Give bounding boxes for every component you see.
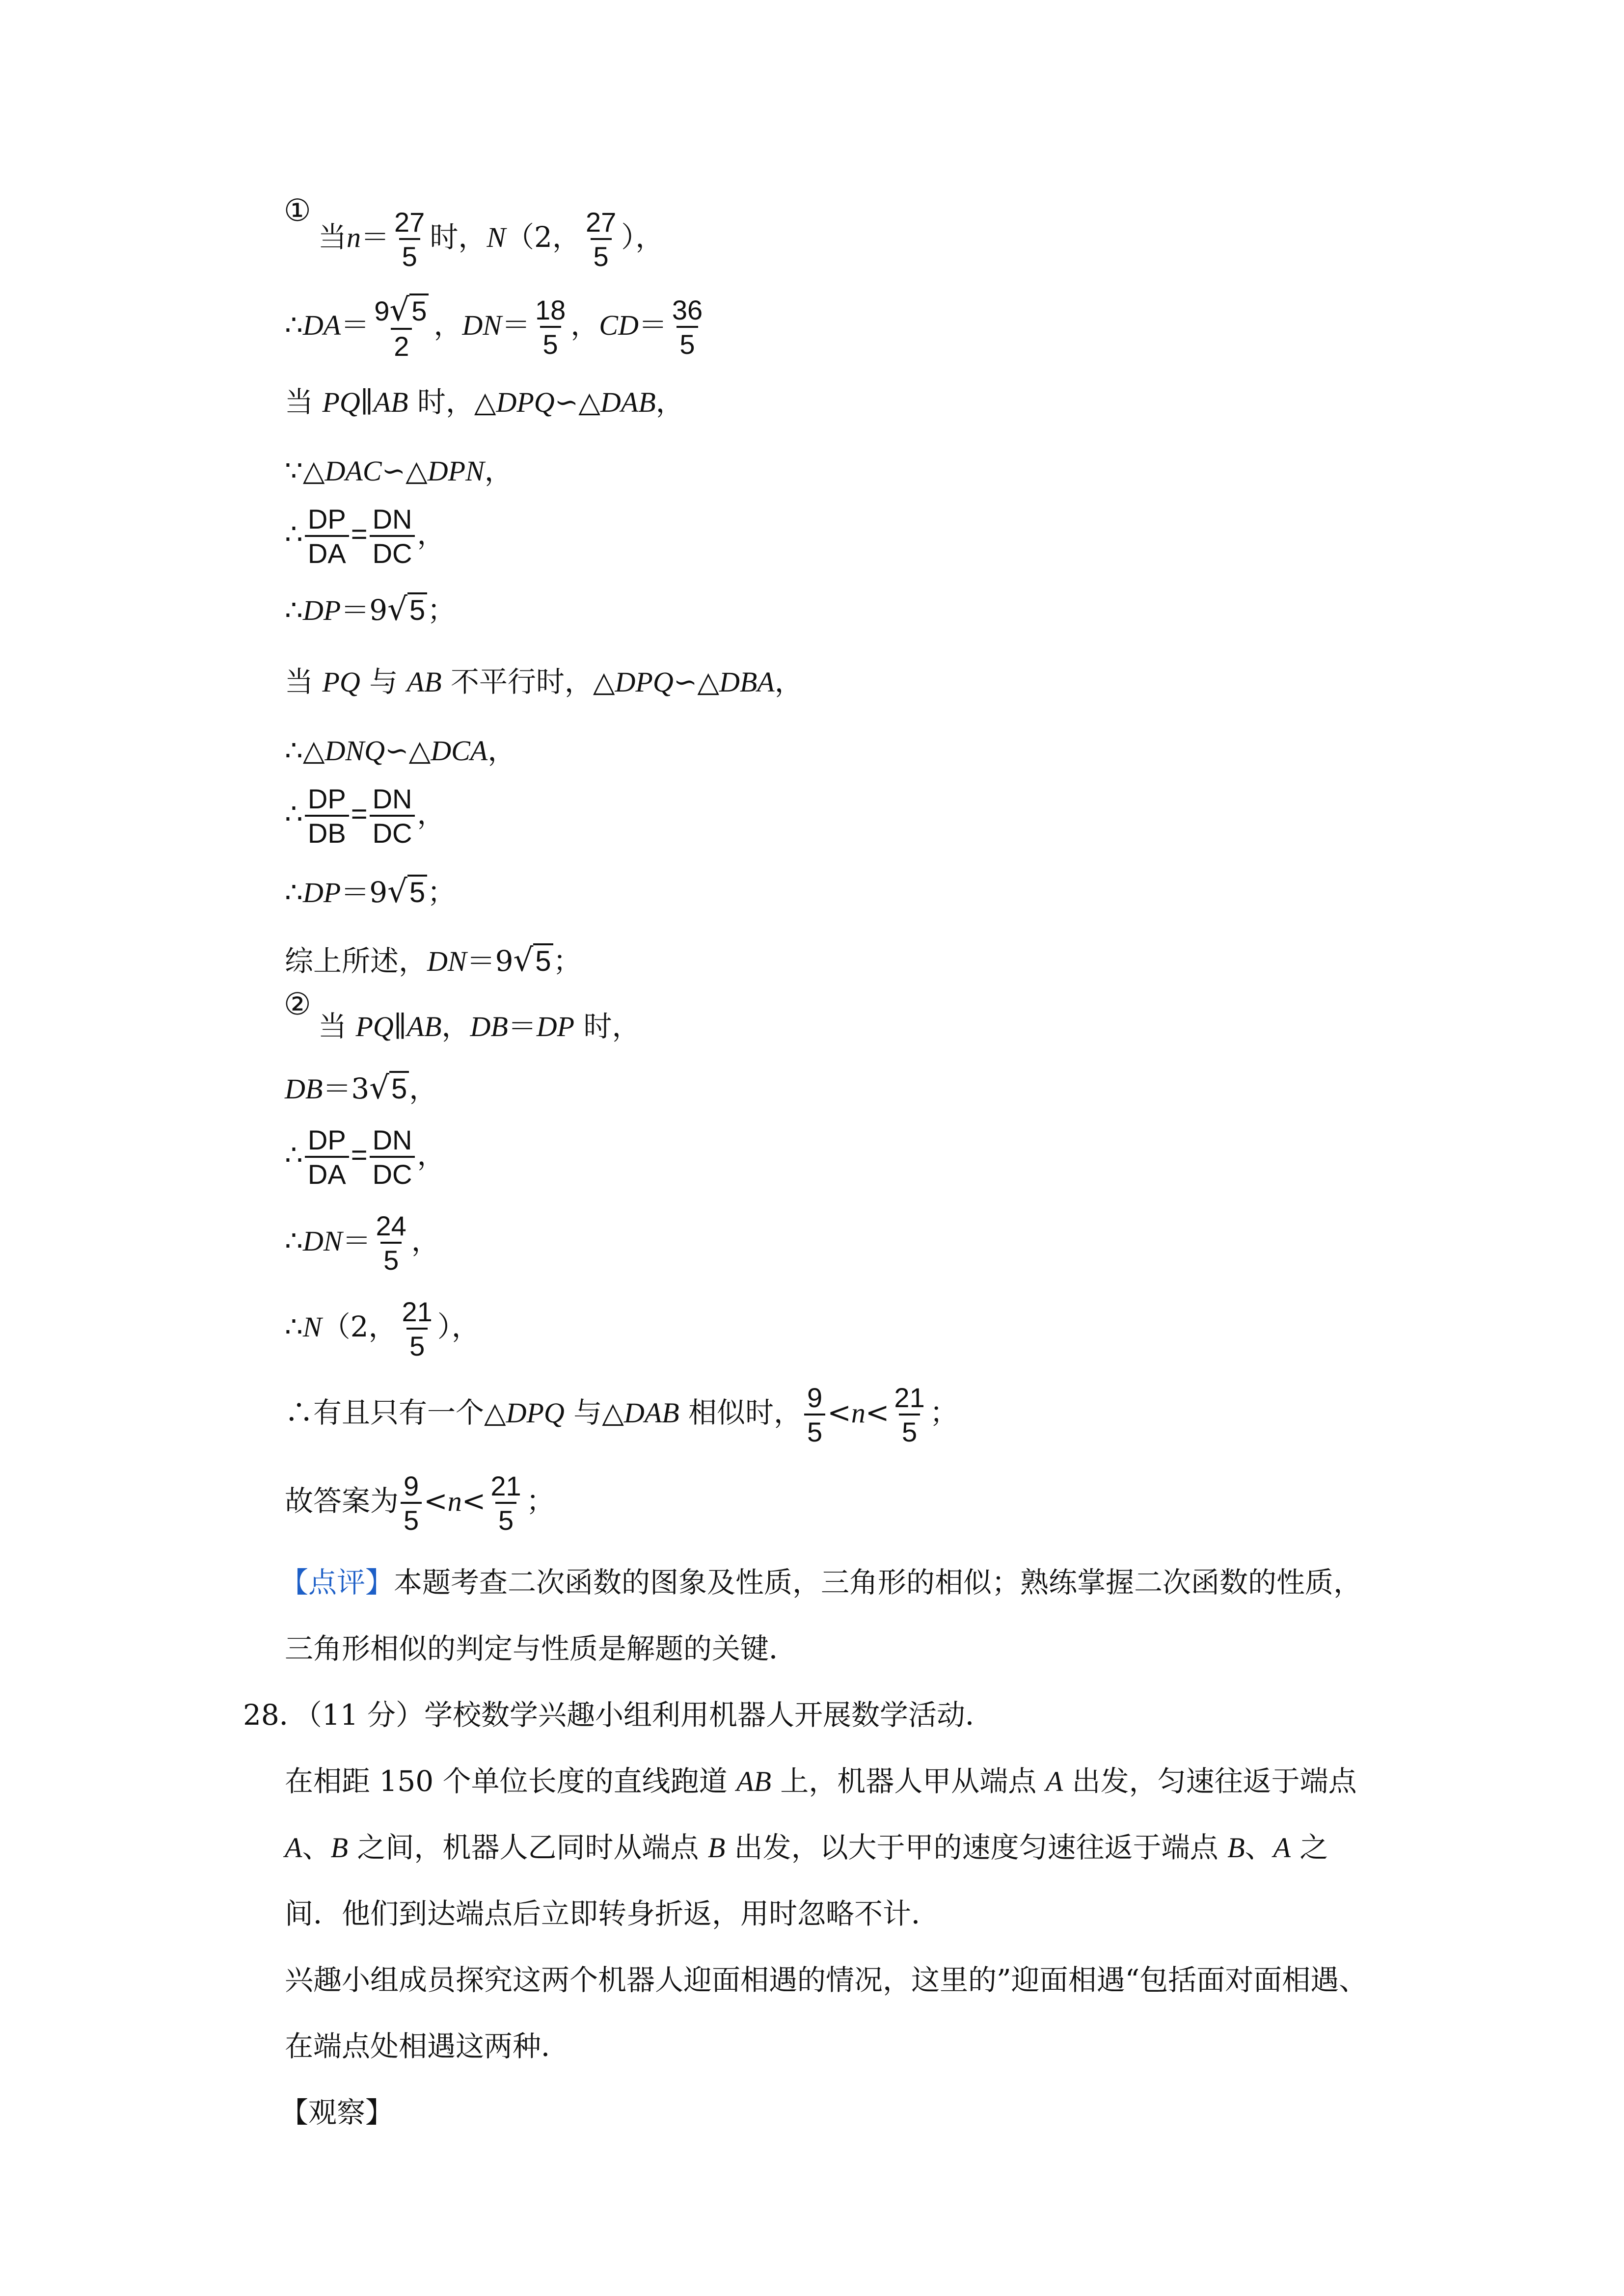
text: ， <box>484 454 513 487</box>
text: ， <box>487 734 516 767</box>
denominator: DC <box>370 1156 415 1188</box>
q28-para-2 <box>285 1833 1328 1862</box>
var: DAB <box>623 1397 679 1429</box>
parallel-symbol: ∥ <box>360 385 374 419</box>
var: DPQ <box>506 1397 565 1429</box>
denominator: 5 <box>591 238 612 270</box>
circled-marker-2: ② <box>284 986 311 1022</box>
var: DBA <box>719 666 775 698</box>
text: ）， <box>437 1310 480 1344</box>
fraction <box>391 209 428 270</box>
text: 时， <box>574 1010 641 1043</box>
text: 当 <box>318 220 347 254</box>
numerator <box>371 294 432 328</box>
fraction <box>305 785 349 847</box>
var: DCA <box>431 735 488 767</box>
text: = <box>351 1139 368 1172</box>
text: 本题考查二次函数的图象及性质，三角形的相似；熟练掌握二次函数的性质， <box>394 1566 1362 1599</box>
fraction <box>373 1212 409 1274</box>
text: ∵△ <box>285 454 325 487</box>
text: ）， <box>621 220 664 254</box>
var: AB <box>406 1011 442 1042</box>
denominator: DB <box>305 815 349 847</box>
text: （2， <box>322 1310 397 1344</box>
fraction <box>891 1384 927 1446</box>
line-17 <box>285 1384 958 1446</box>
radicand: 5 <box>407 592 427 626</box>
line-14 <box>285 1126 445 1188</box>
denominator: 5 <box>399 238 420 270</box>
numerator: 21 <box>402 1296 433 1327</box>
var: DN <box>462 309 502 342</box>
fraction <box>370 785 415 847</box>
line-11 <box>285 942 582 979</box>
var: DNQ <box>325 735 385 767</box>
numerator: 21 <box>894 1382 925 1413</box>
text: ＝9 <box>341 876 388 909</box>
q28-para-1 <box>285 1764 1357 1798</box>
text: 不平行时，△ <box>441 665 615 698</box>
text: 之 <box>1290 1831 1328 1864</box>
text: < <box>865 1396 890 1430</box>
text: 28．（11 分）学校数学兴趣小组利用机器人开展数学活动． <box>243 1698 994 1732</box>
radicand: 5 <box>533 943 553 977</box>
text: < <box>424 1484 448 1518</box>
line-4 <box>285 456 513 485</box>
text: ∽△ <box>384 734 431 767</box>
var: DB <box>285 1073 323 1105</box>
var: AB <box>373 386 408 418</box>
numerator: 9 <box>807 1382 823 1413</box>
comment-line-2 <box>285 1634 797 1663</box>
line-8 <box>285 736 516 765</box>
text: ； <box>427 593 456 627</box>
line-5 <box>285 506 445 567</box>
line-1 <box>318 209 664 270</box>
var: DPQ <box>496 386 555 418</box>
line-9 <box>285 785 445 847</box>
var: DP <box>302 594 341 626</box>
radicand: 5 <box>389 1071 409 1105</box>
text: 、 <box>1245 1831 1273 1864</box>
var: DN <box>427 945 467 977</box>
var: DAB <box>600 386 656 418</box>
var: AB <box>406 666 442 698</box>
text: = <box>351 518 368 551</box>
var-n: n <box>851 1397 866 1429</box>
text: 间．他们到达端点后立即转身折返，用时忽略不计． <box>285 1897 940 1930</box>
numerator: DP <box>307 783 346 814</box>
sqrt: √5 <box>387 877 427 908</box>
line-10 <box>285 876 456 908</box>
text: ＝ <box>638 308 667 342</box>
fraction <box>370 1126 415 1188</box>
radicand: 5 <box>407 875 427 908</box>
text: = <box>351 798 368 830</box>
q28-para-5 <box>285 2029 570 2063</box>
text: ＝ <box>508 1010 537 1043</box>
text: ； <box>929 1396 958 1430</box>
therefore-symbol: ∴ <box>285 593 303 627</box>
line-18 <box>285 1472 555 1534</box>
text: ， <box>570 308 599 342</box>
fraction <box>399 1298 435 1360</box>
text: ＝3 <box>323 1072 370 1105</box>
text: 、 <box>302 1831 331 1864</box>
text: 与△ <box>564 1396 624 1430</box>
var: A <box>285 1832 302 1864</box>
denominator: DC <box>370 535 415 567</box>
var: PQ <box>322 386 360 418</box>
text: 之间，机器人乙同时从端点 <box>348 1831 708 1864</box>
therefore-symbol: ∴ <box>285 1138 303 1172</box>
text: ∽△ <box>381 454 428 487</box>
var: DA <box>302 309 341 342</box>
var: DP <box>302 877 341 908</box>
text: ∴△ <box>285 734 325 767</box>
text: ， <box>409 1072 438 1105</box>
comment-line-1 <box>280 1568 1362 1597</box>
text: ＝ <box>361 220 390 254</box>
denominator: 5 <box>495 1502 516 1534</box>
text: 上，机器人甲从端点 <box>771 1764 1046 1798</box>
therefore-symbol: ∴ <box>285 308 303 342</box>
var-N: N <box>487 221 506 254</box>
fraction <box>401 1472 422 1534</box>
q28-observe-heading <box>280 2098 394 2127</box>
text: 出发，以大于甲的速度匀速往返于端点 <box>725 1831 1228 1864</box>
denominator: DC <box>370 815 415 847</box>
therefore-symbol: ∴ <box>285 517 303 551</box>
therefore-symbol: ∴ <box>285 797 303 831</box>
text: ＝ <box>342 1224 371 1258</box>
numerator: 18 <box>535 294 566 325</box>
numerator: DN <box>372 1124 412 1155</box>
text: 三角形相似的判定与性质是解题的关键． <box>285 1632 798 1665</box>
text: 在端点处相遇这两种． <box>285 2029 570 2063</box>
text: 在相距 150 个单位长度的直线跑道 <box>285 1764 737 1798</box>
var: B <box>330 1832 348 1864</box>
denominator: 5 <box>540 326 561 358</box>
text: ； <box>526 1484 555 1518</box>
line-2 <box>285 294 707 360</box>
line-16 <box>285 1298 480 1360</box>
text: ， <box>441 1010 470 1043</box>
numerator: 36 <box>672 294 703 325</box>
text: ∽△ <box>554 385 600 419</box>
text: ， <box>433 308 462 342</box>
denominator: 5 <box>380 1242 402 1274</box>
line-13 <box>285 1072 437 1104</box>
text: ； <box>553 944 582 978</box>
coef: 9 <box>374 295 390 326</box>
text: 综上所述， <box>285 944 428 978</box>
text: 【观察】 <box>280 2096 394 2129</box>
therefore-symbol: ∴ <box>285 1310 303 1344</box>
fraction <box>370 506 415 567</box>
circled-marker-1: ① <box>284 192 311 228</box>
sqrt: √5 <box>369 1073 409 1105</box>
var: AB <box>736 1765 771 1797</box>
text: 相似时， <box>679 1396 803 1430</box>
text: （2， <box>506 220 581 254</box>
line-12 <box>318 1012 641 1041</box>
fraction <box>583 209 619 270</box>
fraction <box>371 294 432 360</box>
denominator: 2 <box>391 328 412 360</box>
fraction <box>804 1384 825 1446</box>
text: ， <box>417 797 446 831</box>
fraction <box>487 1472 524 1534</box>
text: ， <box>417 1138 446 1172</box>
sqrt: √5 <box>514 945 553 977</box>
fraction <box>305 1126 349 1188</box>
var: B <box>1227 1832 1245 1864</box>
question-28-heading <box>243 1698 994 1732</box>
var: DP <box>536 1011 575 1042</box>
var: DAC <box>325 455 382 487</box>
var-n: n <box>447 1485 462 1518</box>
sqrt: √5 <box>389 295 429 326</box>
var-N: N <box>302 1311 322 1343</box>
var: CD <box>599 309 639 342</box>
text: ＝ <box>341 308 370 342</box>
numerator: DN <box>372 783 412 814</box>
text: 当 <box>285 385 323 419</box>
numerator: 27 <box>394 207 425 238</box>
parallel-symbol: ∥ <box>393 1010 407 1043</box>
text: ； <box>427 876 456 909</box>
text: ∽△ <box>673 665 719 698</box>
text: 时， <box>430 220 487 254</box>
fraction <box>532 296 568 358</box>
denominator: 5 <box>401 1502 422 1534</box>
text: ， <box>411 1224 440 1258</box>
text: < <box>827 1396 851 1430</box>
var: DB <box>470 1011 508 1042</box>
text: 时，△ <box>408 385 496 419</box>
radicand: 5 <box>409 294 429 326</box>
line-6 <box>285 591 456 628</box>
text: 当 <box>285 665 323 698</box>
text: 兴趣小组成员探究这两个机器人迎面相遇的情况，这里的”迎面相遇“包括面对面相遇、 <box>285 1963 1368 1997</box>
numerator: 21 <box>490 1470 521 1501</box>
fraction <box>305 506 349 567</box>
sqrt: √5 <box>387 594 427 626</box>
numerator: 24 <box>376 1210 406 1241</box>
therefore-symbol: ∴ <box>285 1224 303 1258</box>
var: A <box>1273 1832 1291 1864</box>
denominator: 5 <box>804 1414 825 1446</box>
numerator: DP <box>307 504 346 534</box>
text: ， <box>655 385 684 419</box>
var: DPN <box>427 455 485 487</box>
text: ， <box>774 665 803 698</box>
text: < <box>461 1484 486 1518</box>
line-15 <box>285 1212 440 1274</box>
text: ∴有且只有一个△ <box>285 1396 506 1430</box>
denominator: 5 <box>406 1328 428 1360</box>
var: DN <box>302 1225 343 1257</box>
var: A <box>1045 1765 1063 1797</box>
text: 当 <box>318 1010 356 1043</box>
comment-tag: 【点评】 <box>280 1566 394 1599</box>
text: ， <box>417 517 446 551</box>
text: ＝9 <box>466 944 514 978</box>
numerator: 9 <box>404 1470 419 1501</box>
denominator: 5 <box>899 1414 920 1446</box>
line-3 <box>285 385 684 419</box>
var: DPQ <box>615 666 674 698</box>
var: PQ <box>322 666 360 698</box>
numerator: DP <box>307 1124 346 1155</box>
line-7 <box>285 667 803 696</box>
text: 与 <box>360 665 407 698</box>
numerator: 27 <box>585 207 617 238</box>
var: PQ <box>355 1011 394 1042</box>
text: ＝9 <box>341 593 388 627</box>
numerator: DN <box>372 504 412 534</box>
q28-para-3 <box>285 1899 940 1928</box>
denominator: DA <box>305 535 349 567</box>
text: 故答案为 <box>285 1484 399 1518</box>
denominator: DA <box>305 1156 349 1188</box>
therefore-symbol: ∴ <box>285 876 303 909</box>
denominator: 5 <box>677 326 698 358</box>
var: B <box>707 1832 726 1864</box>
var-n: n <box>347 221 361 254</box>
text: 出发，匀速往返于端点 <box>1063 1764 1357 1798</box>
q28-para-4 <box>285 1963 1368 1997</box>
text: ＝ <box>501 308 530 342</box>
fraction <box>669 296 705 358</box>
